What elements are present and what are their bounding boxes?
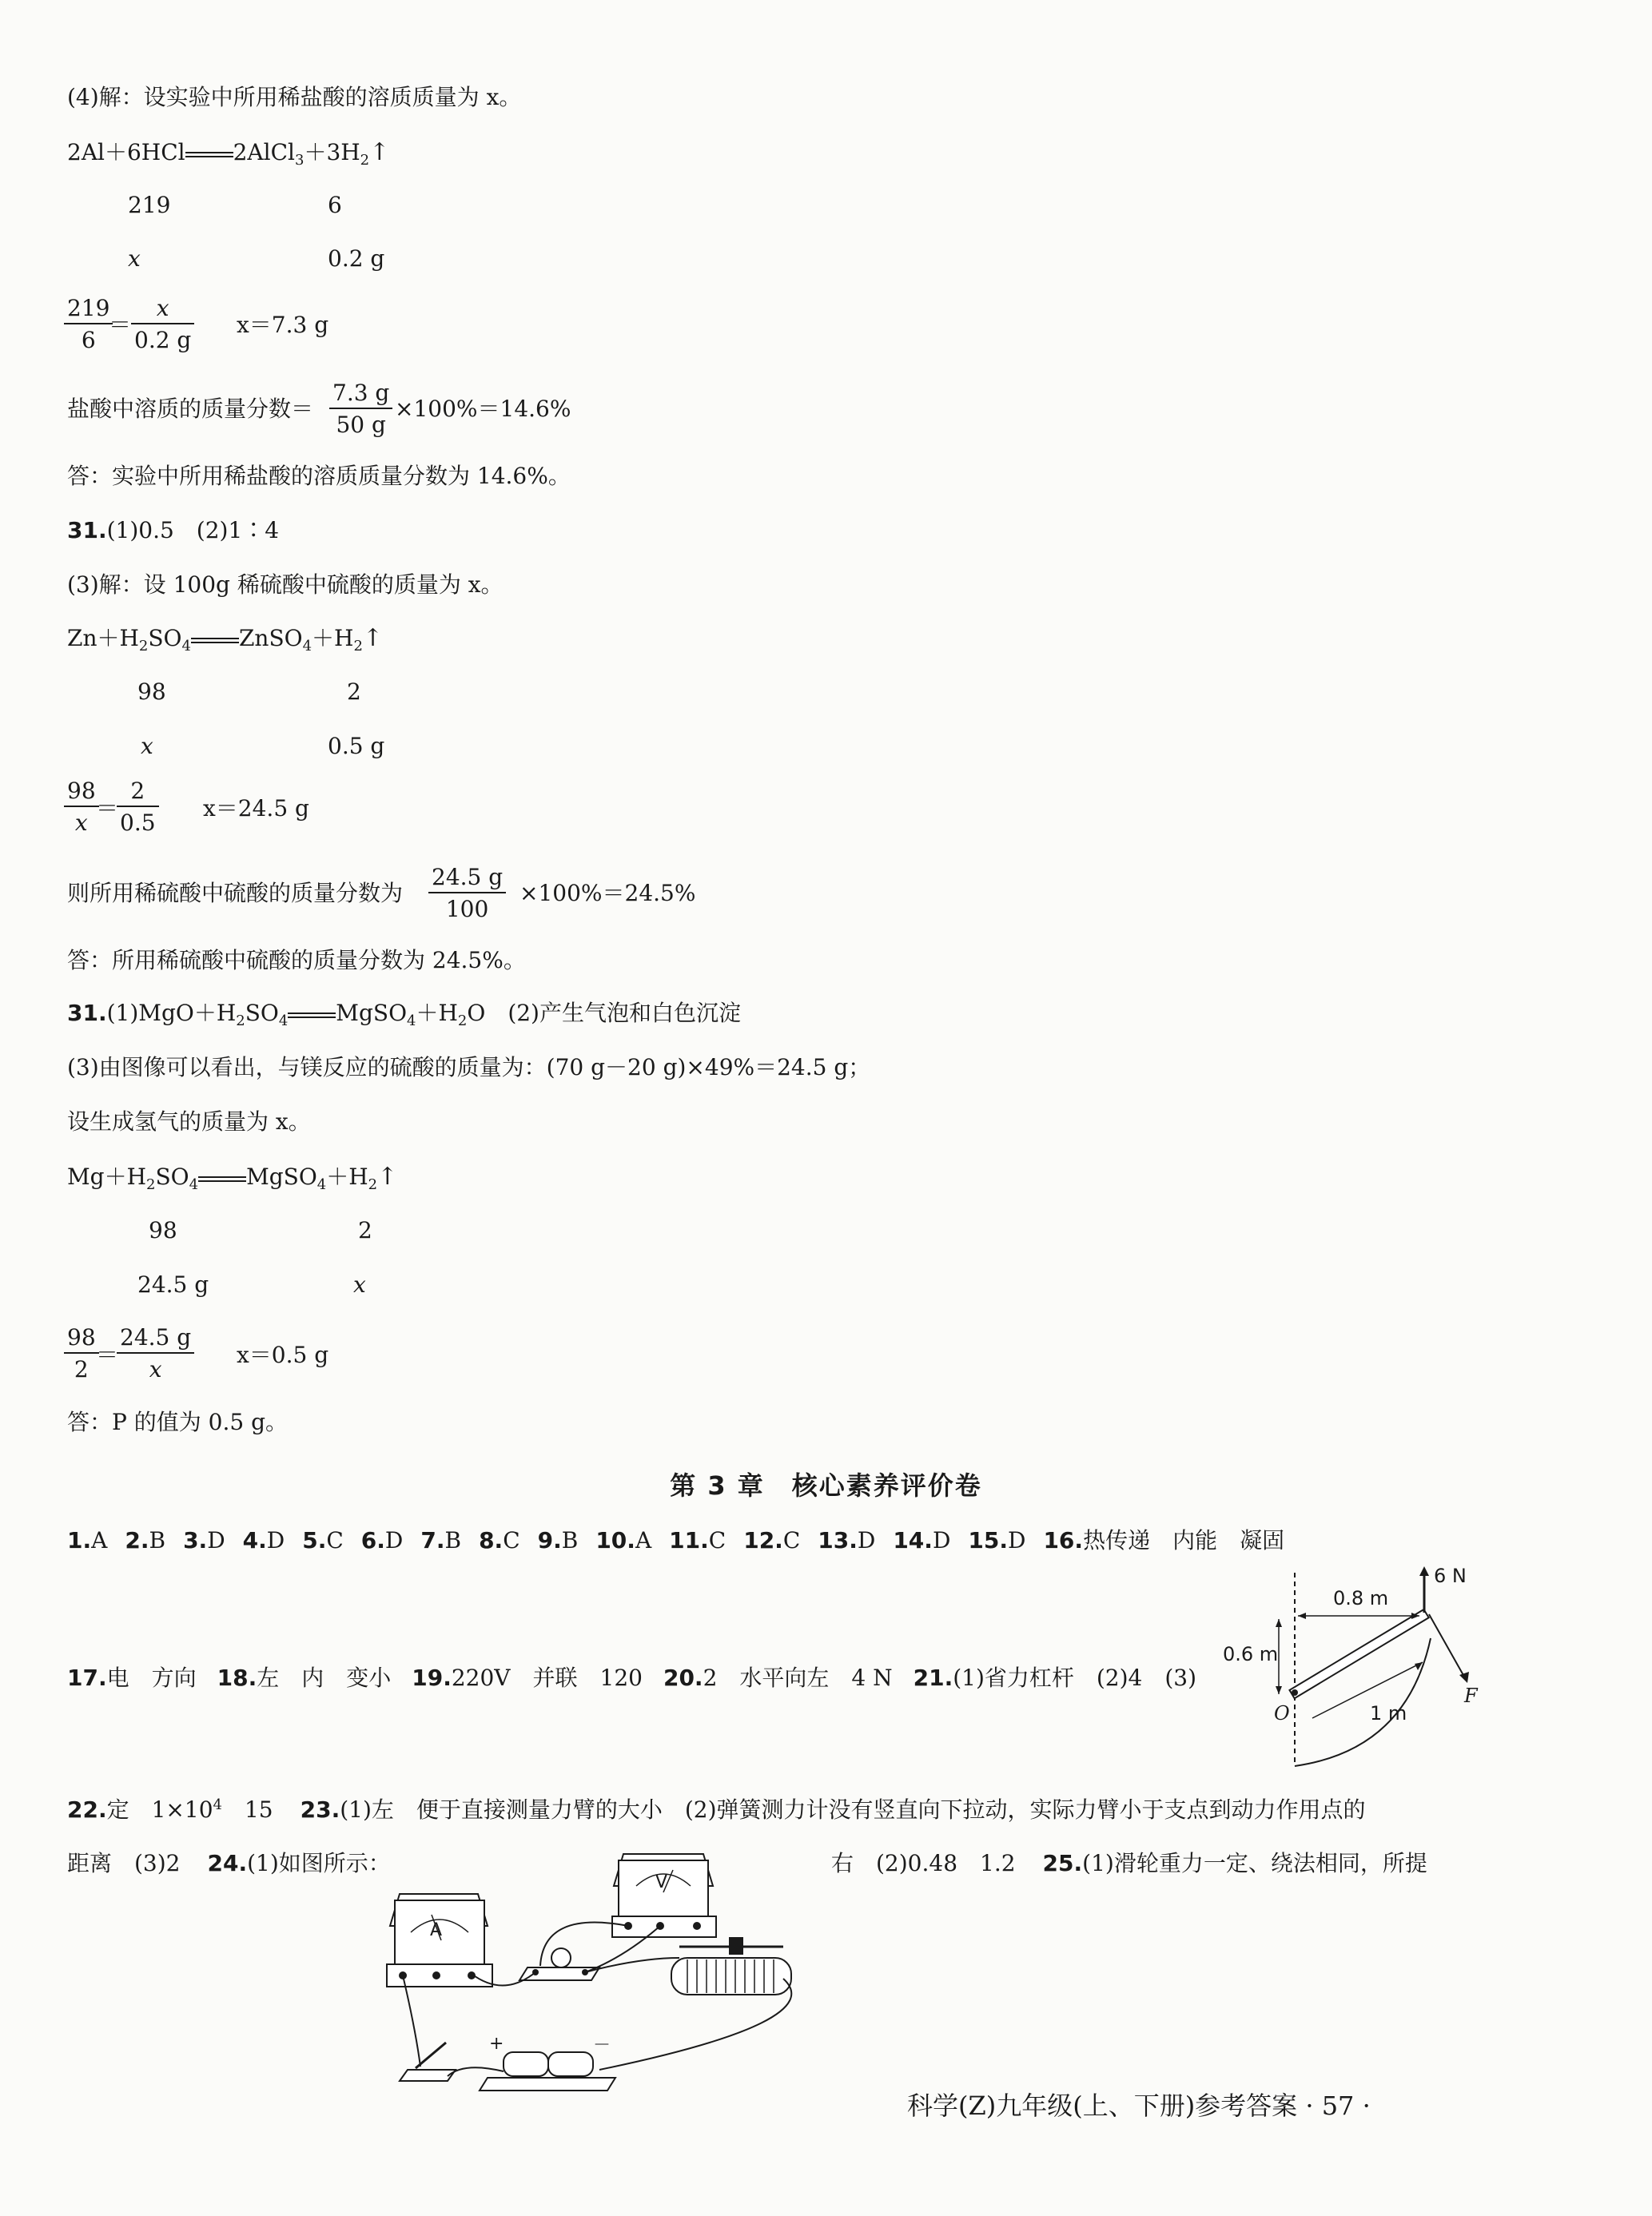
rheostat-icon — [671, 1937, 791, 1995]
sec2-var-2: 0.5 g — [328, 733, 385, 759]
answer-item — [420, 1527, 461, 1554]
lever-pivot: O — [1274, 1702, 1290, 1725]
lever-figure — [1223, 1565, 1503, 1774]
ammeter-icon — [387, 1894, 492, 1987]
answer-item — [412, 1665, 643, 1691]
sec2-frac-b: $\frac{2}{0.5}$ — [117, 780, 159, 834]
answers-row-4: 距离 (3)2 24.(1)如图所示： — [67, 1850, 391, 1876]
svg-text:A: A — [430, 1920, 443, 1940]
sec3-answer: 答：P 的值为 0.5 g。 — [67, 1409, 288, 1435]
answer-number: 11. — [669, 1527, 709, 1554]
sec3-molar-1: 98 — [149, 1217, 177, 1243]
sec2-answer: 答：所用稀硫酸中硫酸的质量分数为 24.5%。 — [67, 947, 526, 973]
sec1-answer: 答：实验中所用稀盐酸的溶质质量分数为 14.6%。 — [67, 463, 571, 489]
answer-item — [663, 1665, 893, 1691]
answer-value: D — [384, 1527, 404, 1554]
sec1-frac-b: $\frac{x}{0.2 g}$ — [131, 297, 194, 352]
answer-item — [361, 1527, 404, 1554]
sec1-frac-a: $\frac{219}{6}$ — [64, 297, 113, 352]
sec2-frac-a: $\frac{98}{x}$ — [64, 780, 99, 834]
answer-item — [595, 1527, 651, 1554]
answer-item — [743, 1527, 800, 1554]
svg-text:V: V — [655, 1872, 668, 1892]
lever-dist-h: 0.8 m — [1333, 1587, 1389, 1609]
lever-length: 1 m — [1370, 1702, 1407, 1725]
answer-number: 9. — [537, 1527, 562, 1554]
answer-number: 14. — [893, 1527, 933, 1554]
svg-text:+: + — [489, 2034, 504, 2054]
circuit-figure — [384, 1838, 831, 2110]
answer-value: D — [932, 1527, 951, 1554]
sec3-molar-2: 2 — [358, 1217, 372, 1243]
page-footer: 科学(Z)九年级(上、下册)参考答案 · 57 · — [907, 2091, 1371, 2121]
sec3-intro: 设生成氢气的质量为 x。 — [67, 1108, 311, 1135]
sec3-line3: (3)由图像可以看出，与镁反应的硫酸的质量为：(70 g－20 g)×49%＝24.5 g； — [67, 1054, 871, 1080]
answer-value: C — [326, 1527, 344, 1554]
answer-value: D — [266, 1527, 285, 1554]
answer-value: 热传递 内能 凝固 — [1083, 1527, 1285, 1554]
answer-value: (1)省力杠杆 (2)4 (3) — [953, 1665, 1197, 1691]
battery-icon — [480, 2034, 615, 2091]
answer-value: C — [503, 1527, 520, 1554]
answer-number: 3. — [183, 1527, 208, 1554]
answer-item — [183, 1527, 225, 1554]
answer-item — [538, 1527, 579, 1554]
sec2-var-1: x — [141, 733, 153, 759]
answer-number: 17. — [67, 1665, 107, 1691]
sec2-intro: (3)解：设 100g 稀硫酸中硫酸的质量为 x。 — [67, 571, 504, 598]
answer-number: 7. — [420, 1527, 445, 1554]
sec1-result: x＝7.3 g — [237, 312, 329, 338]
sec3-frac-b: $\frac{24.5 g}{x}$ — [117, 1327, 194, 1381]
answer-item — [67, 1665, 197, 1691]
sec3-question: $31.(1)MgO+H_2SO_4$ $MgSO_4+H_2O$ (2)产生气泡和白色沉淀 — [67, 1000, 741, 1029]
sec2-result: x＝24.5 g — [203, 795, 309, 822]
answer-value: D — [857, 1527, 876, 1554]
answer-number: 19. — [412, 1665, 452, 1691]
answer-number: 10. — [595, 1527, 635, 1554]
sec1-percent-prefix: 盐酸中溶质的质量分数＝ — [67, 396, 314, 422]
sec1-percent-frac: $\frac{7.3 g}{50 g}$ — [329, 382, 392, 436]
sec2-percent-prefix: 则所用稀硫酸中硫酸的质量分数为 — [67, 880, 404, 906]
answers-row-2 — [67, 1667, 1217, 1689]
lever-dist-v: 0.6 m — [1223, 1643, 1279, 1665]
sec3-result: x＝0.5 g — [237, 1342, 329, 1368]
sec2-question: 31.(1)0.5 (2)1∶4 — [67, 517, 280, 543]
answer-item — [125, 1527, 165, 1554]
sec2-percent-suffix: ×100%＝24.5% — [519, 880, 696, 906]
sec1-var-1: x — [128, 245, 141, 272]
sec1-intro: (4)解：设实验中所用稀盐酸的溶质质量为 x。 — [67, 84, 522, 110]
answer-item — [914, 1665, 1196, 1691]
answer-item — [479, 1527, 520, 1554]
answer-number: 1. — [67, 1527, 92, 1554]
answer-value: A — [91, 1527, 108, 1554]
sec1-percent-suffix: ×100%＝14.6% — [395, 396, 571, 422]
sec3-var-1: 24.5 g — [137, 1271, 209, 1298]
chapter-title: 第 3 章 核心素养评价卷 — [670, 1470, 982, 1501]
answer-number: 6. — [360, 1527, 385, 1554]
sec1-molar-2: 6 — [328, 192, 342, 218]
answer-number: 16. — [1043, 1527, 1084, 1554]
answer-value: B — [149, 1527, 166, 1554]
answer-value: C — [782, 1527, 801, 1554]
sec3-frac-a: $\frac{98}{2}$ — [64, 1327, 99, 1381]
answer-number: 18. — [217, 1665, 257, 1691]
answer-number: 13. — [818, 1527, 858, 1554]
sec1-var-2: 0.2 g — [328, 245, 385, 272]
answer-value: 2 水平向左 4 N — [703, 1665, 893, 1691]
answer-number: 4. — [242, 1527, 267, 1554]
sec3-equation: $Mg+H_2SO_4$ $MgSO_4+H_2↑$ — [67, 1163, 398, 1193]
answers-row-4-right: 右 (2)0.48 1.2 25.(1)滑轮重力一定、绕法相同，所提 — [831, 1850, 1427, 1876]
answer-item — [818, 1527, 875, 1554]
answer-value: D — [1008, 1527, 1026, 1554]
answer-number: 20. — [663, 1665, 703, 1691]
answer-item — [968, 1527, 1025, 1554]
answer-number: 2. — [125, 1527, 149, 1554]
sec3-var-2: x — [353, 1271, 366, 1298]
lever-force-top: 6 N — [1434, 1565, 1467, 1587]
sec2-equation: $Zn+H_2SO_4$ $ZnSO_4+H_2↑$ — [67, 624, 384, 654]
sec2-molar-1: 98 — [137, 678, 166, 705]
answer-number: 15. — [968, 1527, 1008, 1554]
answer-number: 8. — [479, 1527, 504, 1554]
voltmeter-icon — [612, 1854, 716, 1937]
answer-number: 21. — [913, 1665, 953, 1691]
answer-value: 电 方向 — [106, 1665, 197, 1691]
answer-item — [67, 1527, 107, 1554]
answer-value: C — [708, 1527, 726, 1554]
answer-value: B — [444, 1527, 462, 1554]
answer-item — [893, 1527, 950, 1554]
answer-item — [669, 1527, 726, 1554]
answer-value: D — [207, 1527, 225, 1554]
answer-value: A — [635, 1527, 652, 1554]
answer-item — [1043, 1527, 1284, 1554]
lever-force-label: F — [1464, 1685, 1478, 1707]
sec2-percent-frac: $\frac{24.5 g}{100}$ — [428, 866, 506, 921]
sec1-equation: 2Al＋6HCl $2AlCl_3+3H_2↑$ — [67, 138, 390, 169]
answer-item — [302, 1527, 344, 1554]
answer-item — [243, 1527, 285, 1554]
answer-number: 5. — [302, 1527, 327, 1554]
answers-row-1 — [67, 1527, 1302, 1554]
answer-number: 12. — [743, 1527, 783, 1554]
answer-item — [217, 1665, 392, 1691]
answer-value: 左 内 变小 — [257, 1665, 392, 1691]
sec1-molar-1: 219 — [128, 192, 171, 218]
switch-icon — [400, 2043, 456, 2081]
sec2-molar-2: 2 — [347, 678, 361, 705]
svg-text:－: － — [593, 2035, 611, 2055]
answer-value: B — [561, 1527, 579, 1554]
answer-value: 220V 并联 120 — [451, 1665, 643, 1691]
answers-row-3: 22.定 $1\times 10^4$ 15 23.(1)左 便于直接测量力臂的大小 (2)弹簧测力计没有竖直向下拉动，实际力臂小于支点到动力作用点的 — [67, 1796, 1366, 1823]
